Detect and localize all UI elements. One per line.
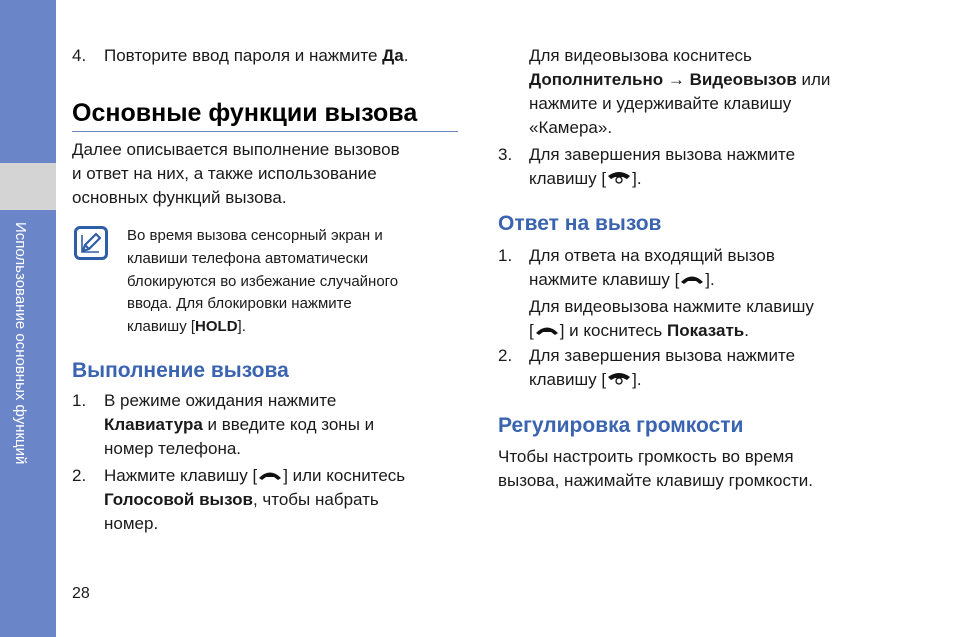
step-text: Для видеовызова нажмите клавишу	[529, 297, 814, 316]
note-line-last	[127, 315, 246, 338]
intro-line: и ответ на них, а также использование	[72, 164, 377, 183]
page-number: 28	[72, 585, 90, 602]
body-line: вызова, нажимайте клавишу громкости.	[498, 471, 813, 490]
section-heading: Ответ на вызов	[498, 212, 662, 235]
note-pencil-icon	[74, 226, 108, 260]
step-text-part: ].	[705, 270, 715, 289]
menu-item-more: Дополнительно	[529, 70, 664, 89]
title-rule	[72, 131, 458, 132]
step-text	[529, 368, 642, 392]
note-line: Во время вызова сенсорный экран и	[127, 227, 383, 244]
step-number: 1.	[498, 246, 513, 265]
step-text-part: ].	[632, 370, 642, 389]
step-text	[529, 167, 642, 191]
step-text-part: , чтобы набрать	[252, 490, 379, 509]
step-text: номер телефона.	[104, 439, 242, 458]
step-text: В режиме ожидания нажмите	[104, 391, 337, 410]
step-text: Для завершения вызова нажмите	[529, 145, 796, 164]
arrow-separator: →	[663, 70, 690, 89]
step-text: номер.	[104, 514, 159, 533]
call-key-icon	[679, 269, 705, 283]
note-text: ].	[237, 318, 246, 335]
note-line: ввода. Для блокировки нажмите	[127, 295, 352, 312]
step-text-part: и введите код зоны и	[202, 415, 375, 434]
step-number: 1.	[72, 391, 87, 410]
step-text-part: ] и коснитесь	[559, 321, 667, 340]
step-text-part: нажмите клавишу [	[529, 270, 680, 289]
step-bold: Клавиатура	[104, 415, 203, 434]
section-heading: Выполнение вызова	[72, 359, 289, 382]
step-number: 4.	[72, 46, 87, 65]
step-text-part: .	[744, 321, 749, 340]
hold-key-label: HOLD	[195, 318, 238, 335]
step-text	[104, 413, 374, 437]
chapter-tab-marker	[0, 163, 56, 210]
step-text	[104, 464, 405, 488]
chapter-title: Использование основных функций	[12, 222, 29, 465]
menu-item-videocall: Видеовызов	[689, 70, 797, 89]
step-text-part: ].	[632, 169, 642, 188]
step-text	[104, 488, 379, 512]
note-text: клавишу [	[127, 318, 196, 335]
step-text	[104, 44, 408, 68]
step-text-part: Повторите ввод пароля и нажмите	[104, 46, 383, 65]
body-line: Чтобы настроить громкость во время	[498, 447, 794, 466]
step-tail: .	[403, 46, 409, 65]
note-line: блокируются во избежание случайного	[127, 273, 399, 290]
intro-line: основных функций вызова.	[72, 188, 287, 207]
chapter-sidebar	[0, 0, 56, 637]
step-number: 3.	[498, 145, 513, 164]
step-text-part: клавишу [	[529, 169, 607, 188]
step-text-part: или	[796, 70, 831, 89]
step-bold: Да	[382, 46, 404, 65]
end-key-icon	[606, 369, 632, 383]
step-text: нажмите и удерживайте клавишу	[529, 94, 792, 113]
step-text	[529, 268, 715, 292]
step-text: Для завершения вызова нажмите	[529, 346, 796, 365]
call-key-icon	[257, 465, 283, 479]
step-text: Для видеовызова коснитесь	[529, 46, 752, 65]
page-title: Основные функции вызова	[72, 99, 418, 127]
step-number: 2.	[72, 466, 87, 485]
step-number: 2.	[498, 346, 513, 365]
step-text	[529, 319, 749, 343]
section-heading: Регулировка громкости	[498, 414, 744, 437]
step-text-part: клавишу [	[529, 370, 607, 389]
call-key-icon	[534, 320, 560, 334]
step-text	[529, 68, 830, 92]
step-bold: Голосовой вызов	[104, 490, 253, 509]
end-key-icon	[606, 168, 632, 182]
note-line: клавиши телефона автоматически	[127, 250, 369, 267]
step-text: «Камера».	[529, 118, 613, 137]
step-text-part: Нажмите клавишу [	[104, 466, 258, 485]
step-text: Для ответа на входящий вызов	[529, 246, 775, 265]
intro-line: Далее описывается выполнение вызовов	[72, 140, 400, 159]
step-text-part: [	[529, 321, 534, 340]
show-option-label: Показать	[667, 321, 745, 340]
step-text-part: ] или коснитесь	[283, 466, 406, 485]
